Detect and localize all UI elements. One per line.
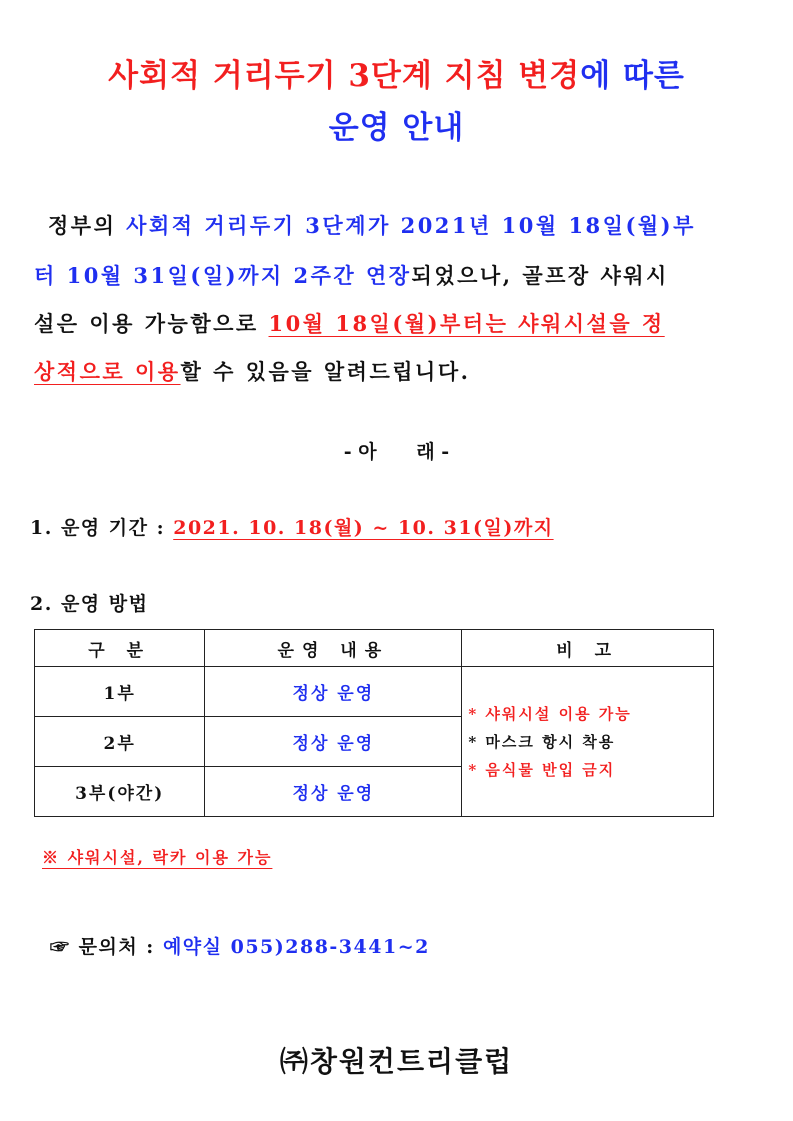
row-content: 정상 운영 bbox=[205, 667, 462, 717]
row-part: 2부 bbox=[35, 717, 205, 767]
remarks-cell bbox=[462, 667, 714, 817]
row-content: 정상 운영 bbox=[205, 767, 462, 817]
contact-info bbox=[50, 932, 430, 959]
header-part: 구 분 bbox=[35, 630, 205, 667]
header-remarks: 비 고 bbox=[462, 630, 714, 667]
body-line-4 bbox=[34, 356, 762, 386]
note-item: * 음식물 반입 금지 bbox=[468, 760, 616, 779]
body-highlight-red: 상적으로 이용 bbox=[34, 359, 181, 384]
organization-name: ㈜창원컨트리클럽 bbox=[279, 1045, 514, 1078]
body-text: 되었으나, 골프장 샤워시 bbox=[411, 263, 669, 288]
body-highlight-red: 10월 18일(월)부터는 샤워시설을 정 bbox=[268, 311, 665, 336]
row-content: 정상 운영 bbox=[205, 717, 462, 767]
section-operation-method: 2. 운영 방법 bbox=[30, 593, 149, 615]
contact-label: 문의처 : bbox=[70, 936, 163, 958]
operation-period-value: 2021. 10. 18(월) ~ 10. 31(일)까지 bbox=[173, 517, 554, 539]
body-line-3 bbox=[34, 308, 762, 338]
below-marker: - 아 래 - bbox=[343, 441, 450, 463]
pointing-hand-icon: ☞ bbox=[50, 936, 71, 958]
body-text: 할 수 있음을 알려드립니다. bbox=[180, 359, 471, 384]
body-text: 설은 이용 가능함으로 bbox=[34, 311, 269, 336]
body-line-2 bbox=[34, 260, 762, 290]
table-row bbox=[35, 667, 714, 717]
contact-phone: 예약실 055)288-3441~2 bbox=[162, 936, 430, 958]
table-note: ※ 샤워시설, 락카 이용 가능 bbox=[42, 848, 273, 867]
body-text: 정부의 bbox=[48, 213, 127, 238]
section-operation-period bbox=[30, 513, 554, 540]
title-blue-part: 에 따른 bbox=[580, 58, 685, 94]
row-part: 1부 bbox=[35, 667, 205, 717]
row-part: 3부(야간) bbox=[35, 767, 205, 817]
note-item: * 샤워시설 이용 가능 bbox=[468, 704, 632, 723]
page-subtitle: 운영 안내 bbox=[328, 110, 465, 146]
note-item: * 마스크 항시 착용 bbox=[468, 732, 616, 751]
page-title bbox=[0, 50, 793, 95]
table-header-row bbox=[35, 630, 714, 667]
header-content: 운영 내용 bbox=[205, 630, 462, 667]
body-highlight-blue: 터 10월 31일(일)까지 2주간 연장 bbox=[34, 263, 412, 288]
body-highlight-blue: 사회적 거리두기 3단계가 2021년 10월 18일(월)부 bbox=[126, 213, 696, 238]
title-red-part: 사회적 거리두기 3단계 지침 변경 bbox=[108, 58, 581, 94]
operation-table bbox=[34, 629, 714, 817]
body-line-1 bbox=[34, 210, 762, 240]
section-label: 1. 운영 기간 : bbox=[30, 517, 174, 539]
